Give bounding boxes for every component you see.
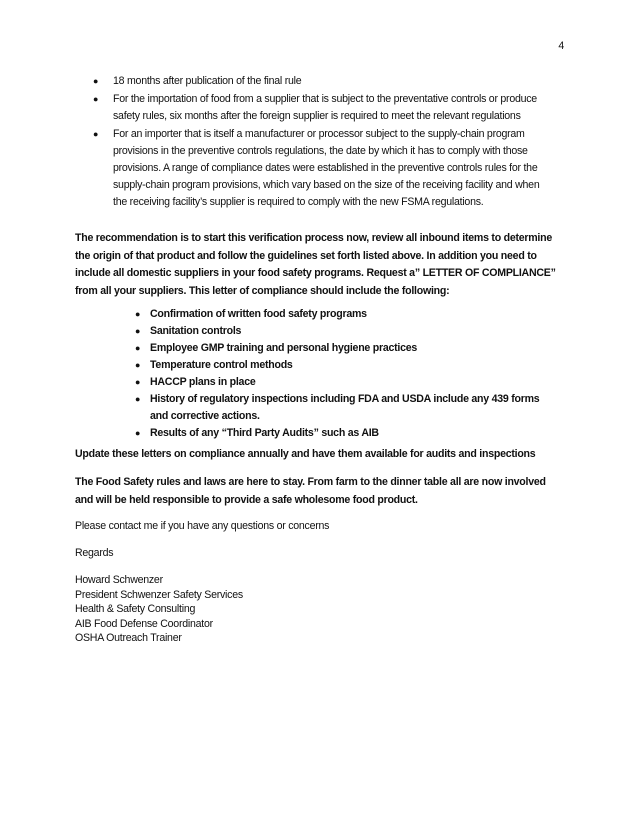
list-item bbox=[130, 306, 560, 323]
list-item-text: Sanitation controls bbox=[150, 325, 242, 337]
list-item bbox=[130, 374, 560, 391]
regards-line: Regards bbox=[75, 547, 114, 559]
bullet-icon: ● bbox=[93, 129, 99, 139]
bullet-icon: ● bbox=[93, 94, 99, 104]
compliance-items-list bbox=[130, 306, 560, 442]
signature-title: OSHA Outreach Trainer bbox=[75, 632, 182, 645]
list-item-text: Results of any “Third Party Audits” such as AIB bbox=[150, 426, 379, 439]
signature-title: AIB Food Defense Coordinator bbox=[75, 617, 213, 630]
bullet-icon: ● bbox=[135, 394, 141, 404]
list-item-text: HACCP plans in place bbox=[150, 376, 256, 388]
list-item bbox=[130, 357, 560, 374]
compliance-dates-list bbox=[88, 73, 556, 212]
bullet-icon: ● bbox=[135, 326, 141, 336]
bullet-icon: ● bbox=[93, 76, 99, 86]
signature-block bbox=[75, 573, 243, 646]
recommendation-paragraph: The recommendation is to start this verification process now, review all inbound items to determine the origin of that product and follow the guidelines set forth listed above. In addition you need to include all domestic suppliers in your food safety programs. Request a” LETTER OF COMPLIANCE” from all your suppliers. This letter of compliance should include the following: bbox=[75, 232, 556, 297]
bullet-icon: ● bbox=[135, 427, 141, 438]
list-item bbox=[88, 91, 556, 125]
closing-paragraph: The Food Safety rules and laws are here to stay. From farm to the dinner table all are now involved and will be held responsible to provide a safe wholesome food product. bbox=[75, 476, 546, 506]
signature-name: Howard Schwenzer bbox=[75, 574, 163, 586]
list-item bbox=[130, 340, 560, 357]
list-item bbox=[88, 73, 556, 90]
list-item-text: Temperature control methods bbox=[150, 359, 293, 371]
signature-title: Health & Safety Consulting bbox=[75, 603, 196, 616]
list-item-text: Employee GMP training and personal hygiene practices bbox=[150, 342, 418, 354]
page-number: 4 bbox=[558, 40, 564, 52]
list-item-text: Confirmation of written food safety programs bbox=[150, 308, 367, 320]
bullet-icon: ● bbox=[135, 343, 141, 353]
bullet-icon: ● bbox=[135, 309, 141, 319]
list-item bbox=[130, 391, 560, 424]
list-item bbox=[130, 323, 560, 340]
bullet-icon: ● bbox=[135, 360, 141, 370]
update-note: Update these letters on compliance annually and have them available for audits and inspections bbox=[75, 448, 536, 460]
list-item-text: For an importer that is itself a manufacturer or processor subject to the supply-chain program provisions in the preventive controls regulations, the date by which it has to comply with those provisions. A range of compliance dates were established in the preventive controls rules for the supply-chain program provisions, which vary based on the size of the receiving facility and when the receiving facility’s supplier is required to comply with the new FSMA regulations. bbox=[113, 128, 540, 208]
list-item bbox=[88, 126, 556, 211]
list-item-text: History of regulatory inspections including FDA and USDA include any 439 forms and corrective actions. bbox=[150, 393, 540, 422]
list-item-text: For the importation of food from a supplier that is subject to the preventative controls or produce safety rules, six months after the foreign supplier is required to meet the relevant regulations bbox=[113, 93, 537, 122]
list-item bbox=[130, 425, 560, 442]
list-item-text: 18 months after publication of the final rule bbox=[113, 75, 302, 87]
contact-line: Please contact me if you have any questions or concerns bbox=[75, 520, 330, 532]
bullet-icon: ● bbox=[135, 377, 141, 387]
signature-title: President Schwenzer Safety Services bbox=[75, 588, 243, 601]
